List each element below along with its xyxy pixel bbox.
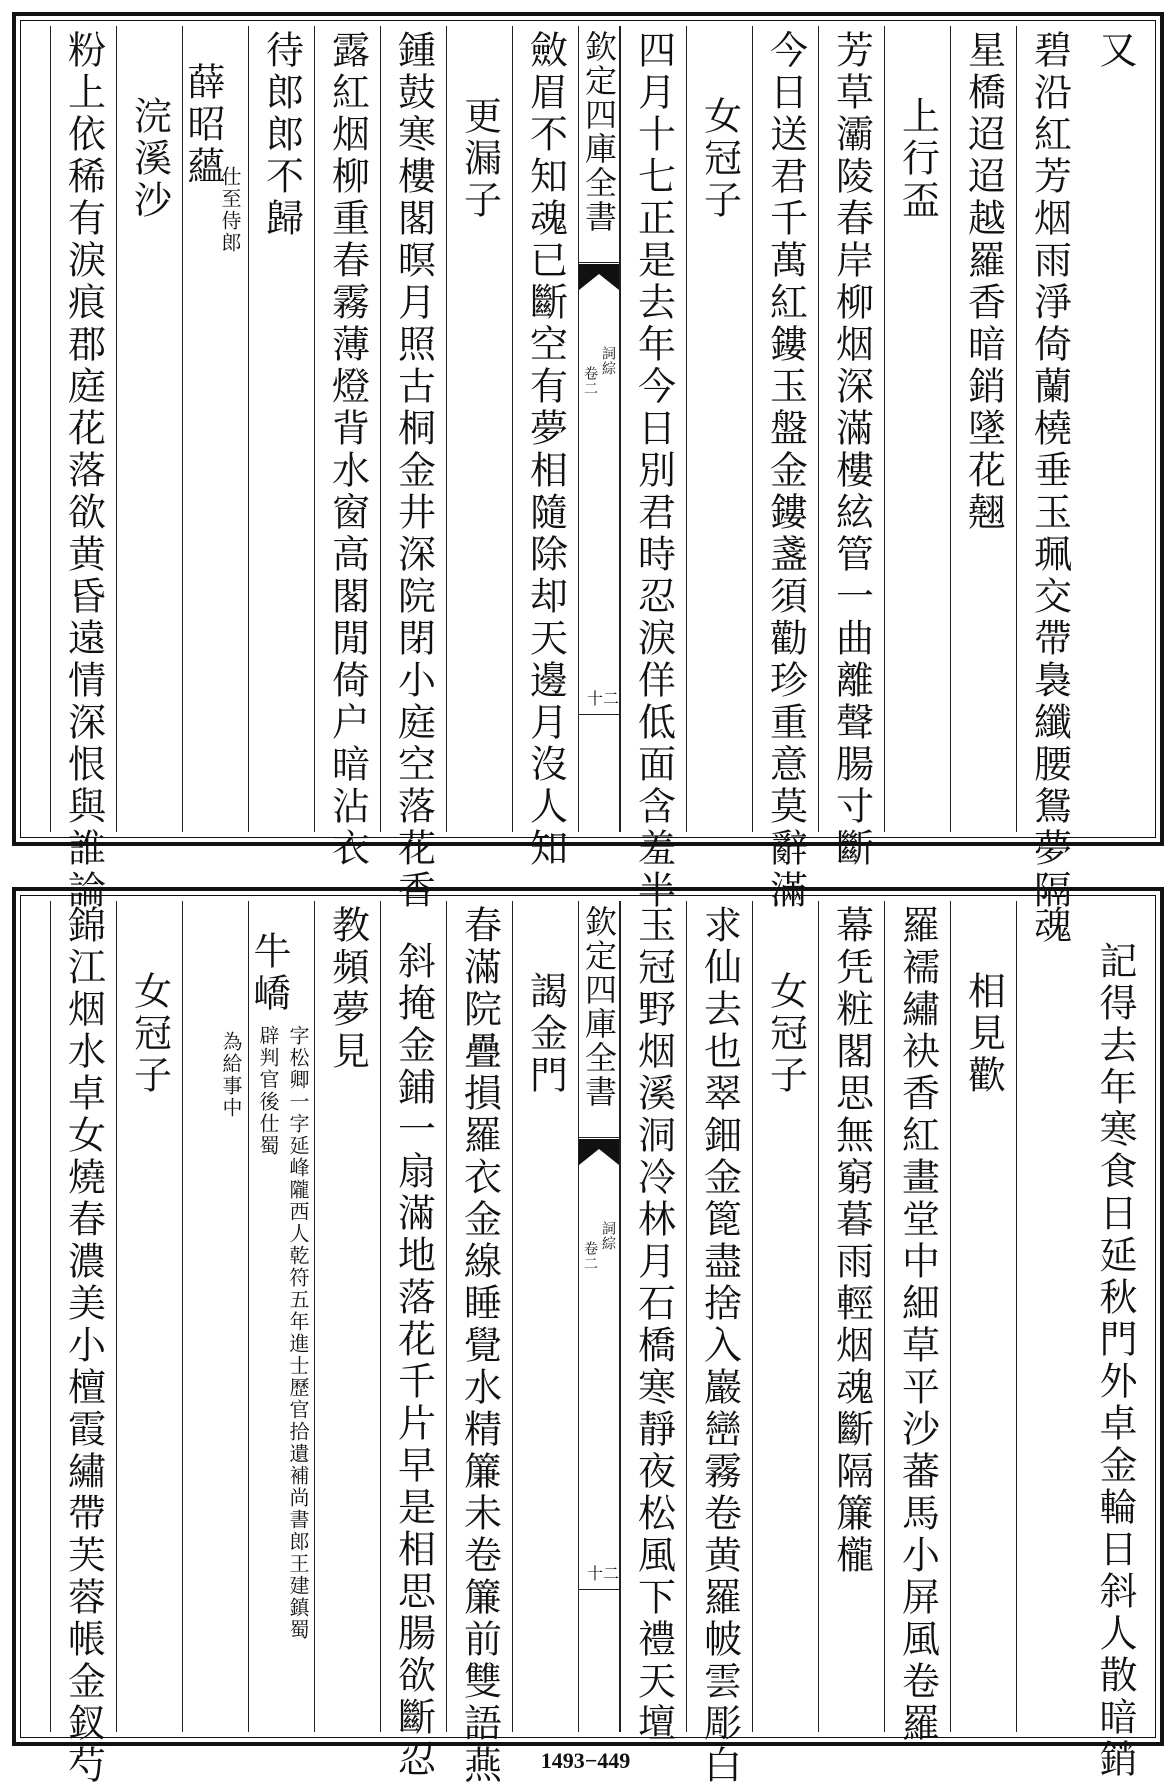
text-column <box>1016 901 1082 1732</box>
text-column <box>818 901 884 1732</box>
verse-text: 斜掩金鋪一扇滿地落花千片早是相思腸欲斷忍 <box>391 941 436 1781</box>
text-column <box>1082 901 1148 1781</box>
verse-text: 露紅烟柳重春霧薄燈背水窗高閣閒倚户暗沾衣 <box>325 30 370 870</box>
verse-text: 記得去年寒食日延秋門外卓金輪日斜人散暗銷 <box>1093 941 1137 1781</box>
verse-text: 教頻夢見 <box>325 905 370 1073</box>
text-column <box>248 26 314 832</box>
leaf-number: 十二 <box>587 1564 620 1583</box>
verse-text: 魂 <box>1027 905 1072 947</box>
verse-text: 羅襦繡袂香紅畫堂中細草平沙蕃馬小屏風卷羅 <box>895 905 940 1745</box>
verse-text: 碧沿紅芳烟雨淨倚蘭橈垂玉珮交帶裊纖腰鴛夢隔 <box>1027 30 1072 912</box>
text-column <box>818 26 884 870</box>
poem-title: 女冠子 <box>127 971 172 1097</box>
leaf-number: 十二 <box>587 689 620 708</box>
text-column <box>314 901 380 1732</box>
verse-text: 星橋迢迢越羅香暗銷墜花翹 <box>961 30 1006 534</box>
author-note: 仕至侍郎 <box>218 166 242 254</box>
poem-title: 上行盃 <box>895 96 940 222</box>
text-column <box>1016 26 1082 912</box>
heading-text: 又 <box>1093 30 1137 72</box>
verse-text: 春滿院疊損羅衣金線睡覺水精簾未卷簾前雙語燕 <box>457 905 502 1787</box>
text-column <box>620 901 686 1745</box>
verse-text: 四月十七正是去年今日別君時忍淚佯低面含羞半 <box>631 30 676 912</box>
poem-title: 浣溪沙 <box>127 96 172 222</box>
author-note: 字松卿一字延峰隴西人乾符五年進士歷官拾遺補尚書郎王建鎮蜀辟判官後仕蜀 <box>256 1025 310 1641</box>
poem-title: 謁金門 <box>523 971 568 1097</box>
fishtail-mark-icon <box>579 264 619 294</box>
verse-text: 粉上依稀有淚痕郡庭花落欲黄昏遠情深恨與誰論 <box>61 30 106 912</box>
text-column <box>686 901 752 1787</box>
text-column <box>752 26 818 912</box>
text-column <box>182 901 248 1732</box>
page-number: 1493−449 <box>540 1748 631 1773</box>
verse-text: 幕凭粧閣思無窮暮雨輕烟魂斷隔簾櫳 <box>829 905 874 1577</box>
text-column <box>248 901 314 1732</box>
poem-title: 女冠子 <box>763 971 808 1097</box>
center-fold <box>578 901 620 1732</box>
text-column <box>380 26 446 912</box>
text-column <box>884 901 950 1745</box>
volume-label: 詞綜 <box>600 346 616 376</box>
text-column <box>620 26 686 912</box>
text-column <box>182 26 248 832</box>
verse-text: 求仙去也翠鈿金篦盡捨入巖巒霧卷黄羅帔雲彫白 <box>697 905 742 1787</box>
text-column <box>380 901 446 1781</box>
verse-text: 斂眉不知魂已斷空有夢相隨除却天邊月沒人知 <box>523 30 568 870</box>
text-column <box>50 26 116 912</box>
book-title: 欽定四庫全書 <box>580 30 618 234</box>
verse-text: 鍾鼓寒樓閣暝月照古桐金井深院閉小庭空落花香 <box>391 30 436 912</box>
verse-text: 今日送君千萬紅鏤玉盤金鏤盞須勸珍重意莫辭滿 <box>763 30 808 912</box>
volume-number: 卷二 <box>582 366 598 396</box>
author-name: 薛昭蘊 <box>181 62 225 188</box>
poem-title: 更漏子 <box>457 96 502 222</box>
text-column <box>50 901 116 1787</box>
top-page-panel <box>12 12 1164 912</box>
text-column <box>116 26 182 832</box>
verse-text: 錦江烟水卓女燒春濃美小檀霞繡帶芙蓉帳金釵芍 <box>61 905 106 1787</box>
verse-text: 芳草灞陵春岸柳烟深滿樓絃管一曲離聲腸寸斷 <box>829 30 874 870</box>
fishtail-mark-icon <box>579 1139 619 1169</box>
text-column <box>446 26 512 832</box>
text-column <box>512 901 578 1732</box>
author-name: 牛嶠 <box>247 931 291 1015</box>
verse-text: 待郎郎不歸 <box>259 30 304 240</box>
volume-label: 詞綜 <box>600 1221 616 1251</box>
volume-number: 卷二 <box>582 1241 598 1271</box>
author-note: 為給事中 <box>219 1031 243 1119</box>
text-column <box>314 26 380 870</box>
poem-title: 女冠子 <box>697 96 742 222</box>
text-column <box>446 901 512 1787</box>
text-column <box>884 26 950 832</box>
text-column <box>686 26 752 832</box>
center-fold <box>578 26 620 832</box>
book-title: 欽定四庫全書 <box>580 905 618 1109</box>
verse-text: 玉冠野烟溪洞冷林月石橋寒靜夜松風下禮天壇 <box>631 905 676 1745</box>
text-column <box>512 26 578 870</box>
text-column <box>950 26 1016 832</box>
text-column <box>116 901 182 1732</box>
text-column <box>752 901 818 1732</box>
text-column <box>1082 26 1148 832</box>
poem-title: 相見歡 <box>961 971 1006 1097</box>
text-column <box>950 901 1016 1732</box>
